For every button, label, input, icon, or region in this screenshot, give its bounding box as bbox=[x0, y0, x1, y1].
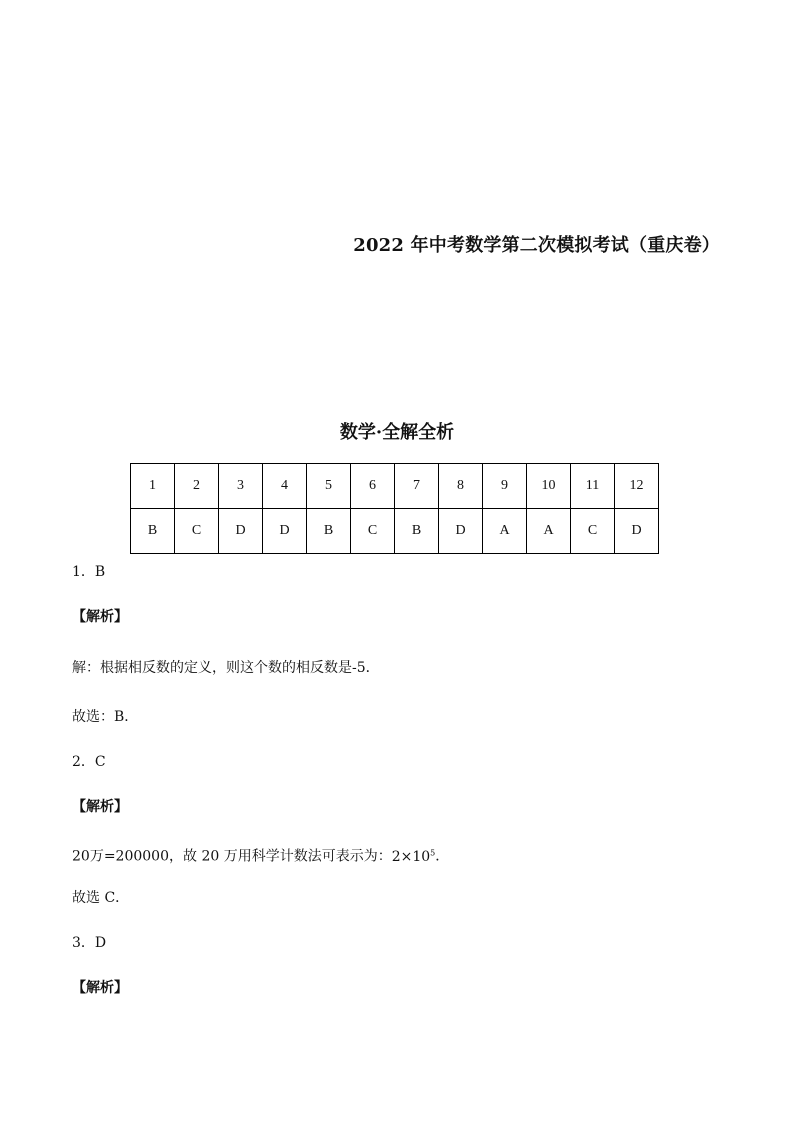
scientific-notation-formula bbox=[392, 849, 436, 865]
answer-table-number-row bbox=[131, 464, 659, 509]
q2-choice: 故选 C． bbox=[72, 890, 130, 906]
q1-analysis-label: 【解析】 bbox=[72, 609, 128, 625]
q2-analysis-label: 【解析】 bbox=[72, 799, 128, 815]
question-number-cell: 4 bbox=[263, 464, 307, 509]
section-title: 数学·全解全析 bbox=[339, 422, 455, 443]
q2-solution-text: 20万=200000，故 20 万用科学计数法可表示为： bbox=[72, 848, 392, 865]
question-number-cell: 1 bbox=[131, 464, 175, 509]
answer-cell: B bbox=[131, 509, 175, 554]
question-number-cell: 5 bbox=[307, 464, 351, 509]
answer-cell: C bbox=[571, 509, 615, 554]
question-number-cell: 2 bbox=[175, 464, 219, 509]
formula-base: 2×10 bbox=[391, 848, 431, 865]
answer-cell: B bbox=[307, 509, 351, 554]
q2-heading: 2．C bbox=[72, 754, 106, 770]
answer-cell: C bbox=[175, 509, 219, 554]
q1-heading: 1．B bbox=[72, 564, 106, 580]
document-title: 2022 年中考数学第二次模拟考试（重庆卷） bbox=[353, 235, 720, 256]
question-number-cell: 8 bbox=[439, 464, 483, 509]
q3-analysis-label: 【解析】 bbox=[72, 980, 128, 996]
answer-cell: A bbox=[483, 509, 527, 554]
question-number-cell: 3 bbox=[219, 464, 263, 509]
answer-cell: D bbox=[219, 509, 263, 554]
answer-cell: D bbox=[615, 509, 659, 554]
question-number-cell: 10 bbox=[527, 464, 571, 509]
answer-table bbox=[130, 463, 659, 554]
q3-heading: 3．D bbox=[72, 935, 107, 951]
answer-table-answer-row bbox=[131, 509, 659, 554]
answer-cell: B bbox=[395, 509, 439, 554]
question-number-cell: 7 bbox=[395, 464, 439, 509]
formula-exponent: 5 bbox=[430, 848, 436, 857]
question-number-cell: 11 bbox=[571, 464, 615, 509]
question-number-cell: 12 bbox=[615, 464, 659, 509]
q1-solution: 解：根据相反数的定义，则这个数的相反数是-5． bbox=[72, 660, 380, 676]
answer-cell: D bbox=[263, 509, 307, 554]
q2-solution bbox=[72, 843, 449, 867]
q1-choice: 故选：B． bbox=[72, 709, 139, 725]
answer-cell: D bbox=[439, 509, 483, 554]
question-number-cell: 6 bbox=[351, 464, 395, 509]
answer-cell: A bbox=[527, 509, 571, 554]
q2-solution-end: ． bbox=[435, 848, 450, 865]
answer-cell: C bbox=[351, 509, 395, 554]
question-number-cell: 9 bbox=[483, 464, 527, 509]
